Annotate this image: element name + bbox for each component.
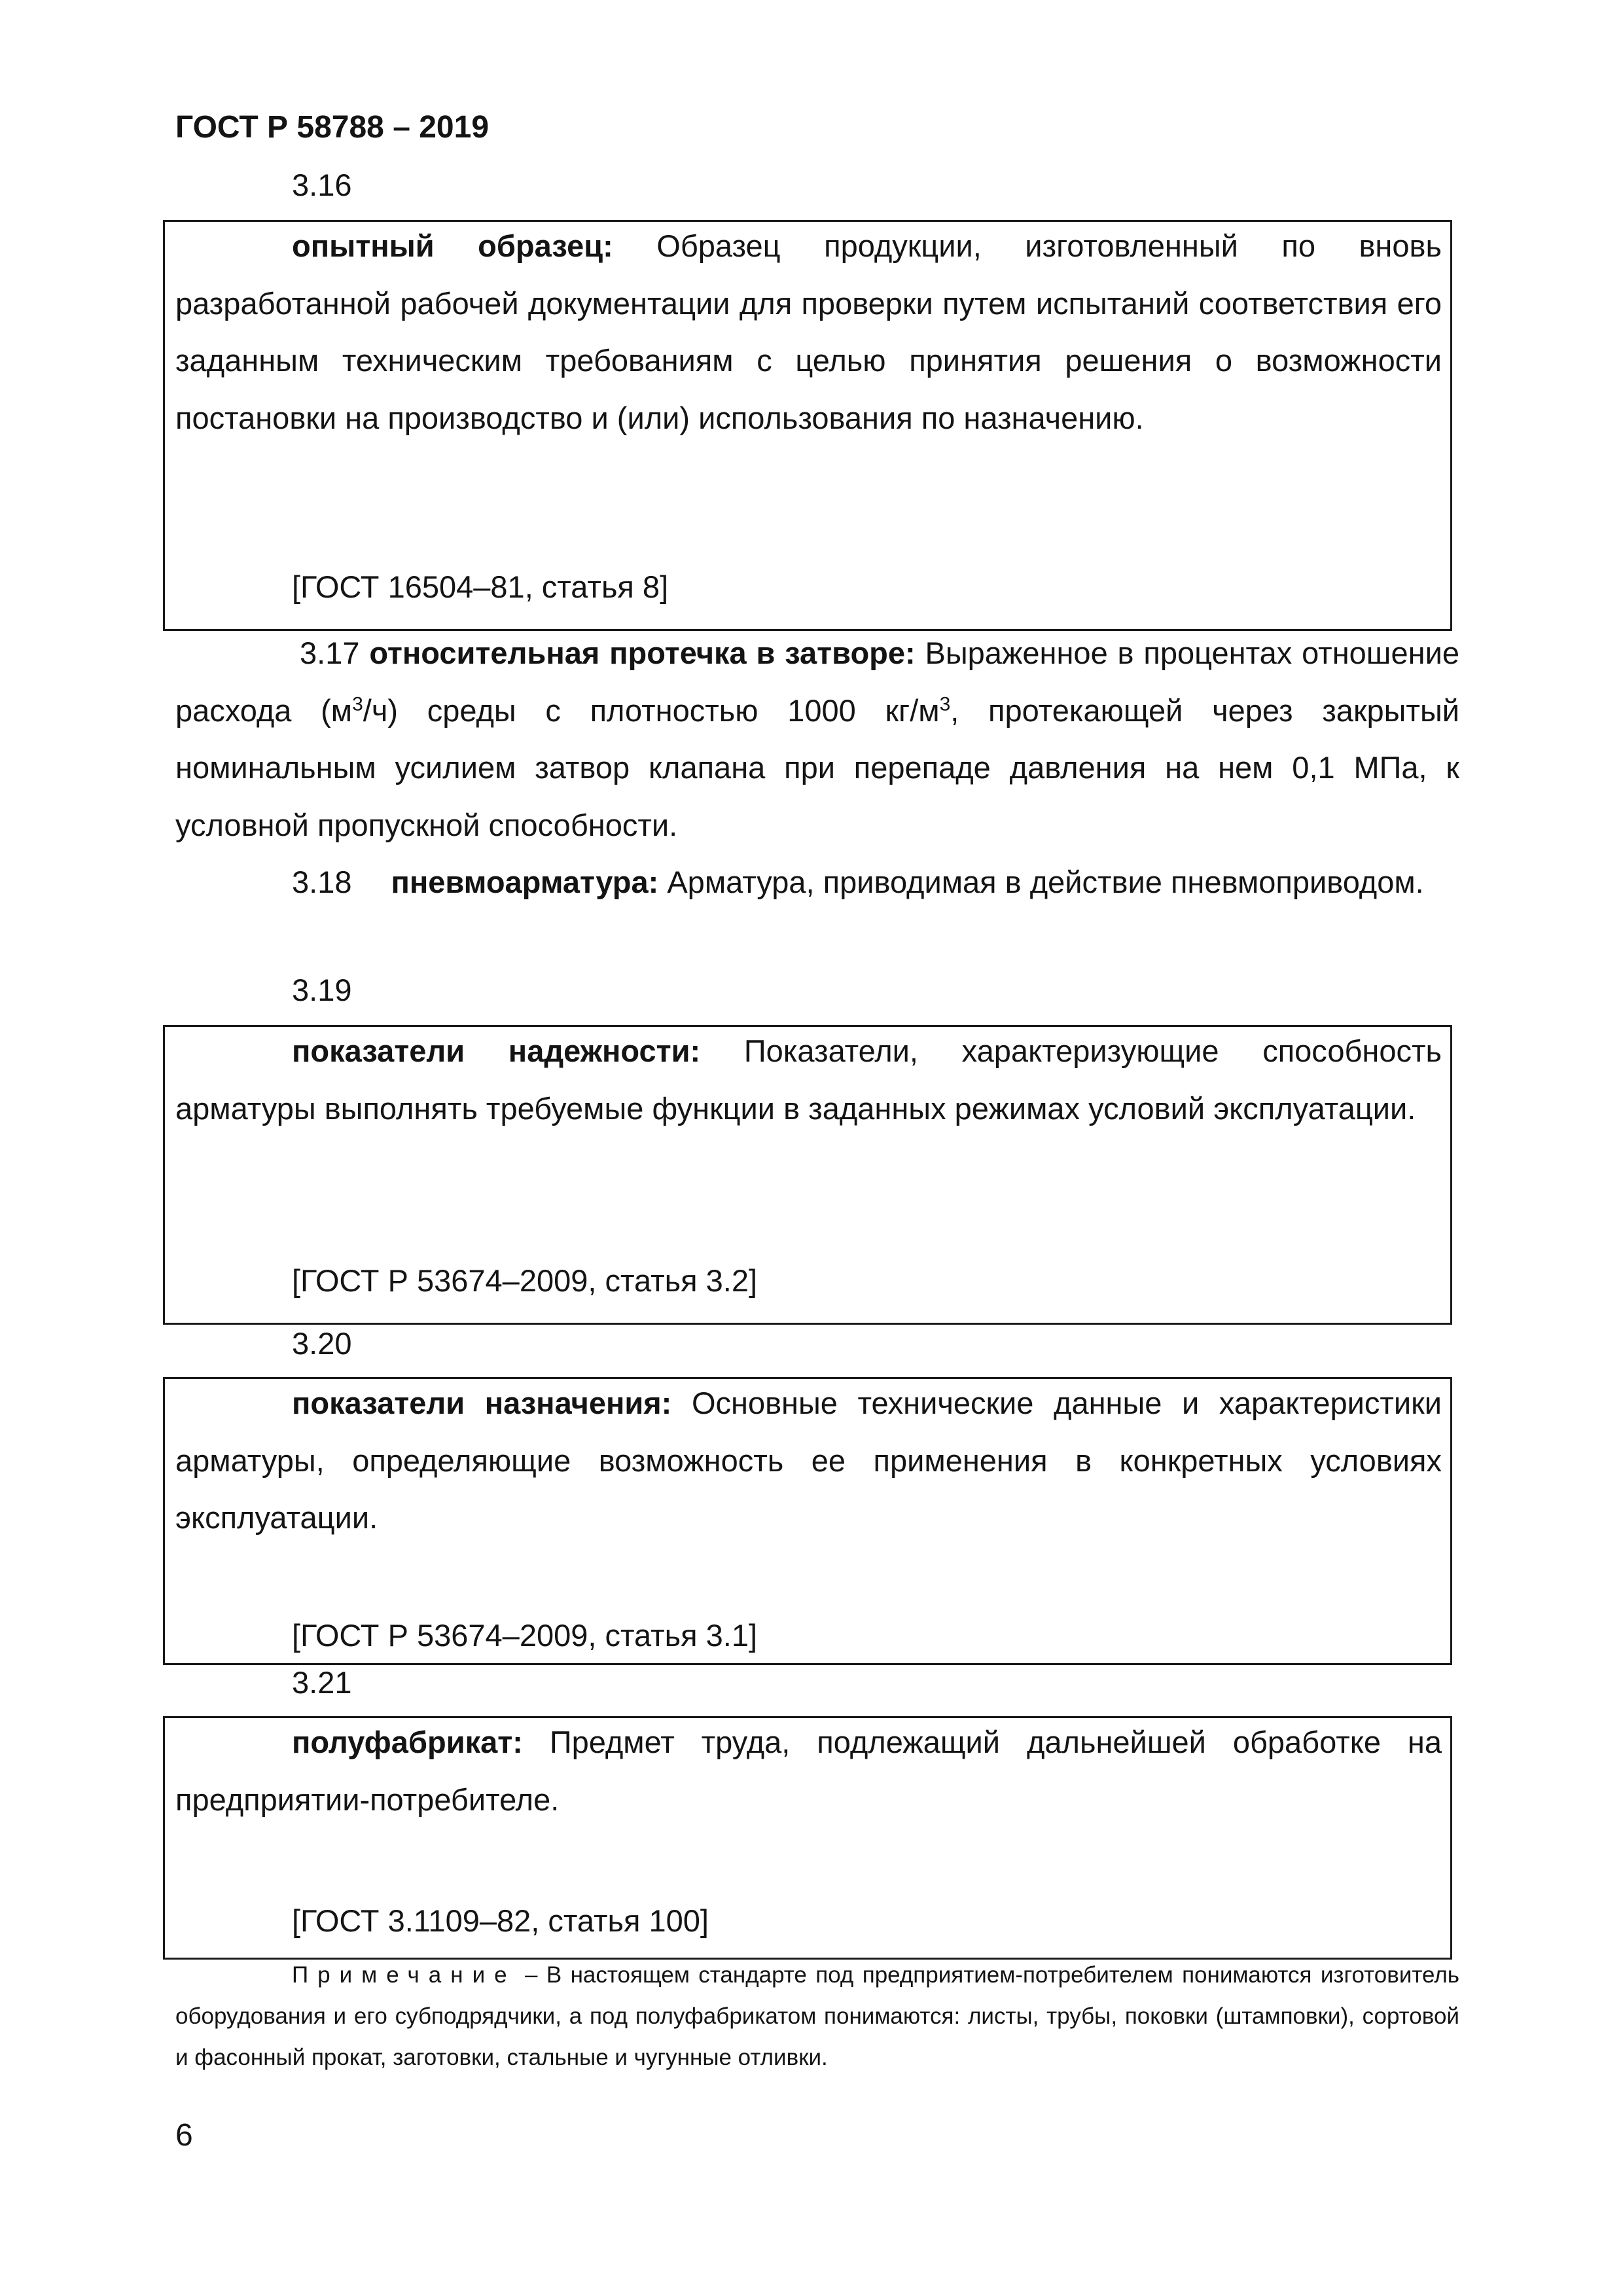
note — [175, 1954, 1459, 2078]
definition-3-21 — [175, 1713, 1442, 1828]
entry-number-3-21: 3.21 — [292, 1665, 352, 1700]
document-header: ГОСТ Р 58788 – 2019 — [175, 110, 490, 145]
definition-3-16 — [175, 217, 1442, 446]
definition-3-18 — [175, 853, 1459, 911]
definition-text-3-17a: Выраженное в процентах отношение расхода (м — [175, 636, 1459, 728]
note-text: – В настоящем стандарте под предприятием-потребителем понимаются изготовитель оборудования и его субподрядчики, а под полуфабрикатом понимаются: листы, трубы, поковки (штамповки), сортовой и фасонный прокат, заготовки, стальные и чугунные отливки. — [175, 1962, 1459, 2070]
superscript-3: 3 — [352, 692, 363, 715]
term-3-19: показатели надежности: — [292, 1033, 701, 1068]
definition-3-19 — [175, 1022, 1442, 1137]
definition-text-3-18: Арматура, приводимая в действие пневмоприводом. — [667, 865, 1424, 899]
source-3-20: [ГОСТ Р 53674–2009, статья 3.1] — [292, 1618, 758, 1653]
term-3-16: опытный образец: — [292, 228, 613, 263]
source-3-19: [ГОСТ Р 53674–2009, статья 3.2] — [292, 1263, 758, 1298]
page-number: 6 — [175, 2118, 193, 2153]
source-3-16: [ГОСТ 16504–81, статья 8] — [292, 569, 669, 604]
superscript-3b: 3 — [939, 692, 951, 715]
definition-3-17 — [175, 624, 1459, 853]
term-3-20: показатели назначения: — [292, 1386, 672, 1420]
source-3-21: [ГОСТ 3.1109–82, статья 100] — [292, 1903, 709, 1938]
definition-3-20 — [175, 1374, 1442, 1547]
term-3-18: пневмоарматура: — [391, 865, 659, 899]
definition-text-3-16: Образец продукции, изготовленный по вновь разработанной рабочей документации для проверки путем испытаний соответствия его заданным техническим требованиям с целью принятия решения о возможности постановки на производство и (или) использования по назначению. — [175, 228, 1442, 435]
definition-text-3-17b: /ч) среды с плотностью 1000 кг/м — [363, 692, 940, 728]
entry-number-3-18: 3.18 — [292, 865, 352, 899]
definition-text-3-19: Показатели, характеризующие способность арматуры выполнять требуемые функции в заданных режимах условий эксплуатации. — [175, 1033, 1442, 1126]
entry-number-3-19: 3.19 — [292, 973, 352, 1007]
definition-text-3-17c: , протекающей через закрытый номинальным усилием затвор клапана при перепаде давления на нем 0,1 МПа, к условной пропускной способности. — [175, 692, 1459, 842]
definition-text-3-21: Предмет труда, подлежащий дальнейшей обработке на предприятии-потребителе. — [175, 1725, 1442, 1817]
note-label: Примечание — [292, 1962, 516, 1988]
entry-number-3-20: 3.20 — [292, 1326, 352, 1361]
definition-text-3-20: Основные технические данные и характеристики арматуры, определяющие возможность ее применения в конкретных условиях эксплуатации. — [175, 1386, 1442, 1535]
term-3-17: относительная протечка в затворе: — [369, 636, 916, 670]
term-3-21: полуфабрикат: — [292, 1725, 523, 1759]
entry-number-3-17: 3.17 — [300, 636, 360, 670]
entry-number-3-16: 3.16 — [292, 168, 352, 202]
